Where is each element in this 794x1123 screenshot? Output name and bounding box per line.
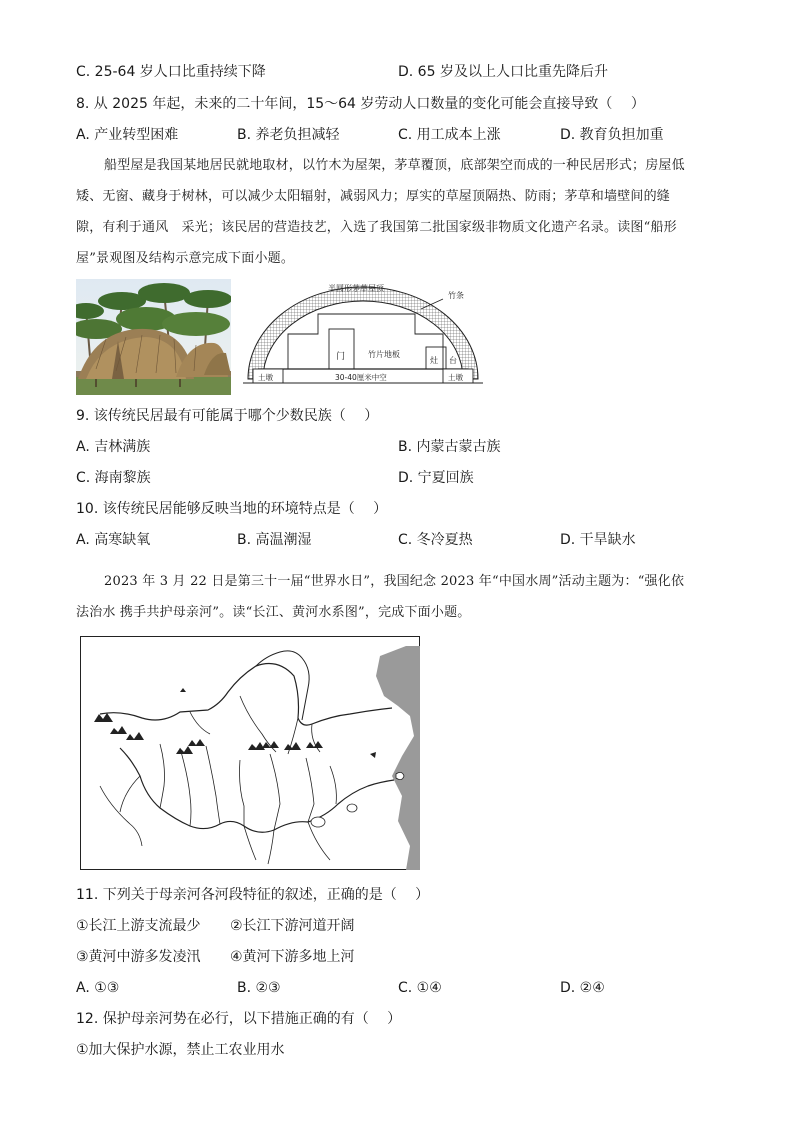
q11-stem: 11. 下列关于母亲河各河段特征的叙述，正确的是（ ） [76, 887, 430, 903]
q12-statement-1: ①加大保护水源，禁止工农业用水 [76, 1042, 285, 1058]
q8-option-c: C. 用工成本上涨 [398, 127, 501, 143]
passage-water-day-line: 法治水 携手共护母亲河”。读“长江、黄河水系图”，完成下面小题。 [76, 605, 471, 620]
roof-label: 半圆形茅草屋顶 [328, 284, 384, 293]
q9-option-b: B. 内蒙古蒙古族 [398, 439, 501, 455]
q10-stem: 10. 该传统民居能够反映当地的环境特点是（ ） [76, 501, 388, 517]
q7-option-d: D. 65 岁及以上人口比重先降后升 [398, 64, 608, 80]
pier-right-label: 土墩 [448, 373, 463, 382]
q10-option-c: C. 冬冷夏热 [398, 532, 473, 548]
q11-statement-2: ②长江下游河道开阔 [230, 918, 355, 934]
q10-option-b: B. 高温潮湿 [237, 532, 312, 548]
q9-option-c: C. 海南黎族 [76, 470, 151, 486]
q9-option-d: D. 宁夏回族 [398, 470, 474, 486]
q11-option-d: D. ②④ [560, 980, 605, 996]
q12-stem: 12. 保护母亲河势在必行，以下措施正确的有（ ） [76, 1011, 402, 1027]
q8-stem: 8. 从 2025 年起，未来的二十年间，15～64 岁劳动人口数量的变化可能会直接导致（ ） [76, 96, 645, 112]
pier-left-label: 土墩 [258, 373, 273, 382]
hollow-label: 30-40厘米中空 [335, 373, 387, 382]
q11-statement-1: ①长江上游支流最少 [76, 918, 201, 934]
q8-option-d: D. 教育负担加重 [560, 127, 664, 143]
passage-water-day-line: 2023 年 3 月 22 日是第三十一届“世界水日”，我国纪念 2023 年“中国水周”活动主题为：“强化依 [104, 574, 685, 589]
q9-stem: 9. 该传统民居最有可能属于哪个少数民族（ ） [76, 408, 379, 424]
q7-option-c: C. 25-64 岁人口比重持续下降 [76, 64, 266, 80]
stove-label-2: 台 [449, 356, 457, 365]
q8-option-b: B. 养老负担减轻 [237, 127, 340, 143]
floor-label: 竹片地板 [368, 350, 400, 359]
q8-option-a: A. 产业转型困难 [76, 127, 179, 143]
q11-statement-3: ③黄河中游多发凌汛 [76, 949, 201, 965]
stove-label: 灶 [430, 356, 438, 365]
boat-house-structure-diagram [243, 279, 483, 387]
passage-boat-house-line: 屋”景观图及结构示意完成下面小题。 [76, 251, 295, 266]
boat-house-photo [76, 279, 231, 395]
q10-option-a: A. 高寒缺氧 [76, 532, 151, 548]
q11-statement-4: ④黄河下游多地上河 [230, 949, 355, 965]
yangtze-yellow-river-map [80, 636, 420, 870]
q9-option-a: A. 吉林满族 [76, 439, 151, 455]
q11-option-c: C. ①④ [398, 980, 442, 996]
q11-option-b: B. ②③ [237, 980, 281, 996]
passage-boat-house-line: 矮、无窗、藏身于树林，可以减少太阳辐射，减弱风力；厚实的草屋顶隔热、防雨；茅草和墙壁间的缝 [76, 189, 671, 204]
q11-option-a: A. ①③ [76, 980, 120, 996]
door-label: 门 [336, 352, 346, 362]
bamboo-label: 竹条 [448, 291, 464, 300]
q10-option-d: D. 干旱缺水 [560, 532, 636, 548]
passage-boat-house-line: 船型屋是我国某地居民就地取材，以竹木为屋架，茅草覆顶，底部架空而成的一种民居形式；房屋低 [104, 158, 685, 173]
passage-boat-house-line: 隙，有利于通风 采光；该民居的营造技艺，入选了我国第二批国家级非物质文化遗产名录。读图“船形 [76, 220, 677, 235]
